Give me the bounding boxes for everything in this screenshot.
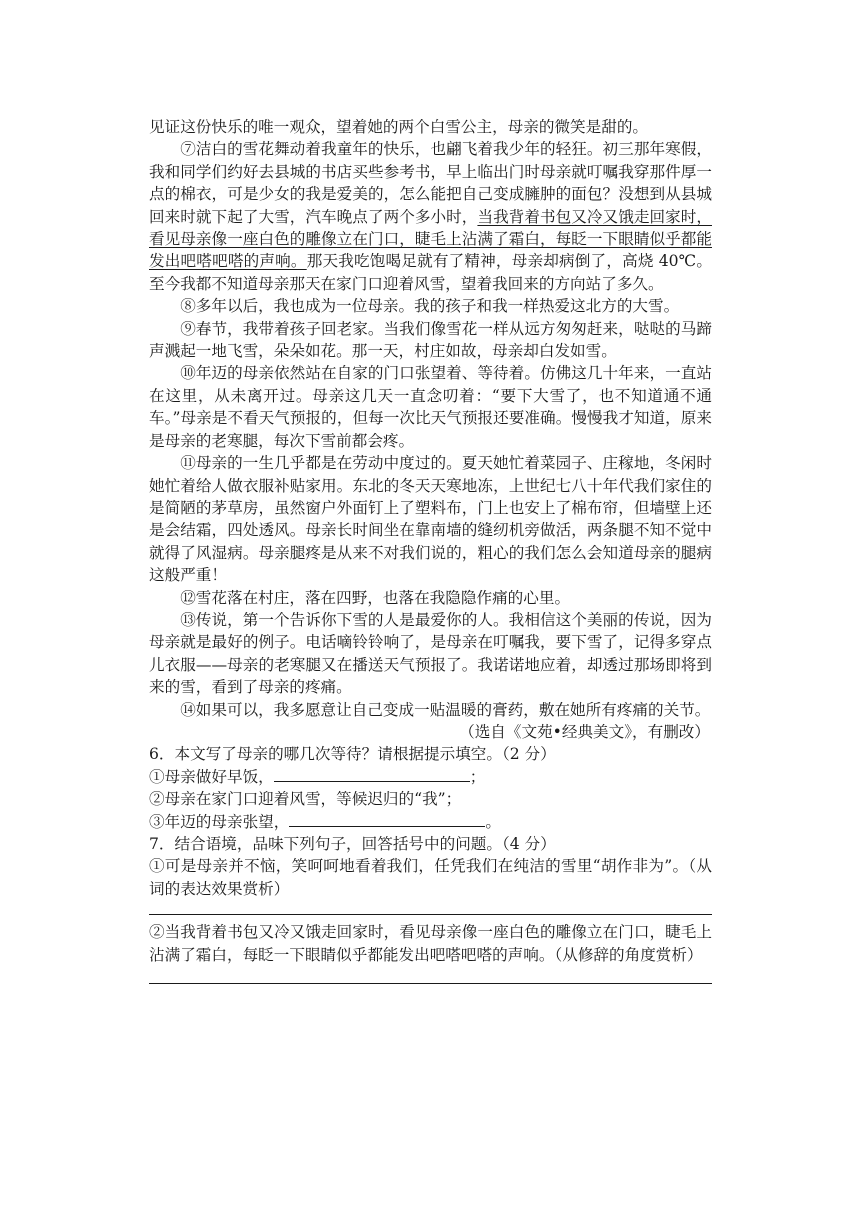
question-6-item-3-suffix: 。 xyxy=(485,812,501,831)
question-6-item-1-suffix: ； xyxy=(469,767,486,786)
question-6-item-2: ②母亲在家门口迎着风雪，等候迟归的“我”； xyxy=(149,790,462,809)
paragraph-7-underlined-sentence: 当我背着书包又冷又饿走回家时，看见母亲像一座白色的雕像立在门口，睫毛上沾满了霜白，每眨一下眼睛似乎都能发出吧嗒吧嗒的声响。 xyxy=(149,207,712,271)
paragraph-10: ⑩年迈的母亲依然站在自家的门口张望着、等待着。仿佛这几十年来，一直站在这里，从未离开过。母亲这几天一直念叨着：“要下大雪了，也不知道通不通车。”母亲是不看天气预报的，但每一次比天气预报还要准确。慢慢我才知道，原来是母亲的老寒腿，每次下雪前都会疼。 xyxy=(149,364,712,450)
paragraph-8: ⑧多年以后，我也成为一位母亲。我的孩子和我一样热爱这北方的大雪。 xyxy=(180,297,680,316)
question-7-sub-1: ①可是母亲并不恼，笑呵呵地看着我们，任凭我们在纯洁的雪里“胡作非为”。（从词的表达效果赏析） xyxy=(149,857,712,898)
paragraph-7-text-b: 那天我吃饱喝足就有了精神，母亲却病倒了，高烧 40℃。至今我都不知道母亲那天在家门口迎着风雪，望着我回来的方向站了多久。 xyxy=(149,252,712,293)
paragraph-14: ⑭如果可以，我多愿意让自己变成一贴温暖的膏药，敷在她所有疼痛的关节。 xyxy=(180,700,711,719)
question-6-item-3-prefix: ③年迈的母亲张望， xyxy=(149,812,290,831)
question-6-item-1-prefix: ①母亲做好早饭， xyxy=(149,767,274,786)
question-6-prompt: 6．本文写了母亲的哪几次等待？请根据提示填空。（2 分） xyxy=(149,745,556,764)
answer-line-2[interactable] xyxy=(149,966,712,984)
question-6-item-1 xyxy=(149,766,712,788)
paragraph-7-text-a: ⑦洁白的雪花舞动着我童年的快乐，也翩飞着我少年的轻狂。初三那年寒假，我和同学们约好去县城的书店买些参考书，早上临出门时母亲就叮嘱我穿那件厚一点的棉衣，可是少女的我是爱美的，怎么能把自己变成臃肿的面包？没想到从县城回来时就下起了大雪，汽车晚点了两个多小时， xyxy=(149,140,712,226)
question-6-item-3 xyxy=(149,811,712,833)
paragraph-7 xyxy=(149,138,712,295)
source-citation: （选自《文苑•经典美文》，有删改） xyxy=(459,722,710,741)
question-7-sub-2: ②当我背着书包又冷又饿走回家时，看见母亲像一座白色的雕像立在门口，睫毛上沾满了霜白，每眨一下眼睛似乎都能发出吧嗒吧嗒的声响。（从修辞的角度赏析） xyxy=(149,923,712,964)
question-7-prompt: 7．结合语境，品味下列句子，回答括号中的问题。（4 分） xyxy=(149,835,556,853)
paragraph-12: ⑫雪花落在村庄，落在四野，也落在我隐隐作痛的心里。 xyxy=(180,588,571,607)
paragraph-11: ⑪母亲的一生几乎都是在劳动中度过的。夏天她忙着菜园子、庄稼地，冬闲时她忙着给人做衣服补贴家用。东北的冬天天寒地冻，上世纪七八十年代我们家住的是简陋的茅草房，虽然窗户外面钉上了塑料布，门上也安上了棉布帘，但墙壁上还是会结霜，四处透风。母亲长时间坐在靠南墙的缝纫机旁做活，两条腿不知不觉中就得了风湿病。母亲腿疼是从来不对我们说的，粗心的我们怎么会知道母亲的腿病这般严重！ xyxy=(149,454,712,585)
reading-passage-page xyxy=(149,116,712,990)
answer-blank-2[interactable] xyxy=(289,811,485,827)
paragraph-13: ⑬传说，第一个告诉你下雪的人是最爱你的人。我相信这个美丽的传说，因为母亲就是最好的例子。电话嘀铃铃响了，是母亲在叮嘱我，要下雪了，记得多穿点儿衣服——母亲的老寒腿又在播送天气预报了。我诺诺地应着，却透过那场即将到来的雪，看到了母亲的疼痛。 xyxy=(149,610,712,697)
paragraph-6-end: 见证这份快乐的唯一观众，望着她的两个白雪公主，母亲的微笑是甜的。 xyxy=(149,118,649,136)
answer-line-1[interactable] xyxy=(149,900,712,915)
paragraph-9: ⑨春节，我带着孩子回老家。当我们像雪花一样从远方匆匆赶来，哒哒的马蹄声溅起一地飞雪，朵朵如花。那一天，村庄如故，母亲却白发如雪。 xyxy=(149,319,712,361)
answer-blank-1[interactable] xyxy=(274,766,470,782)
